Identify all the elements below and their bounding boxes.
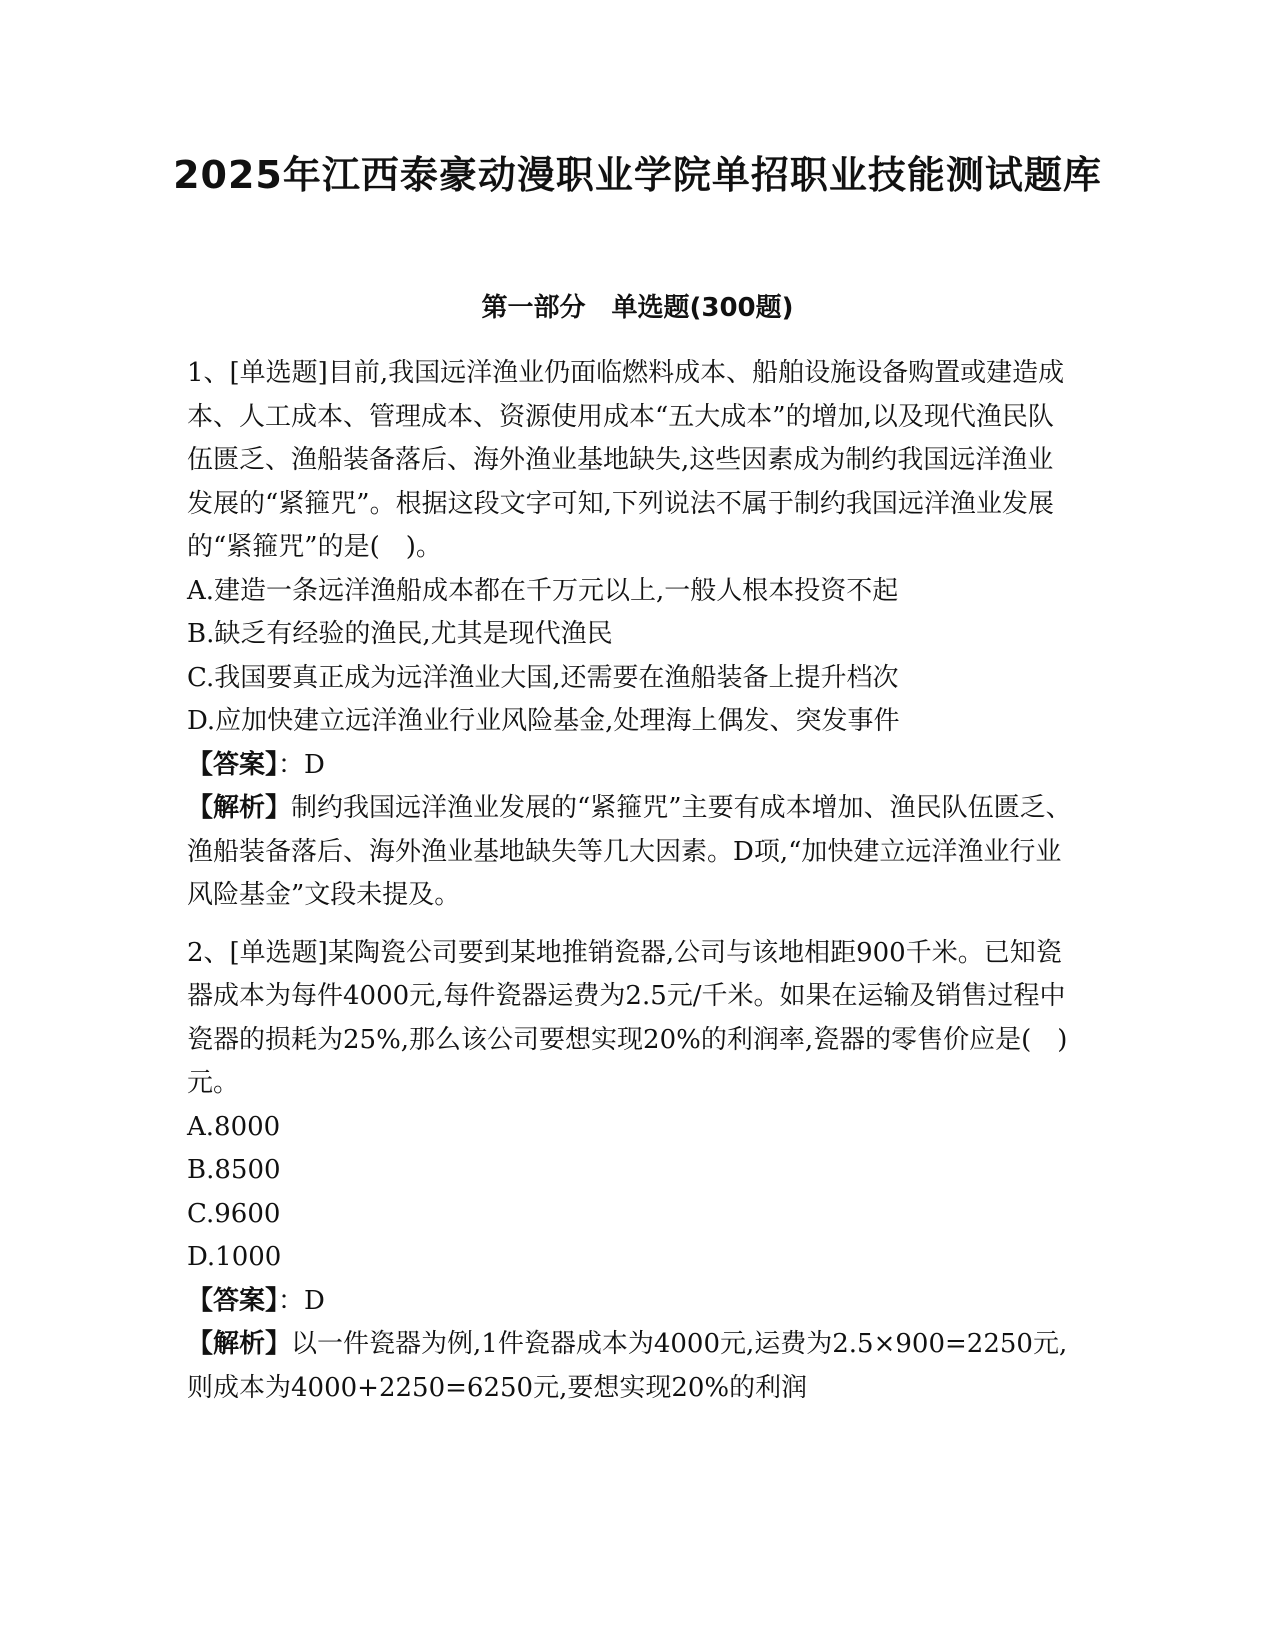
- explanation-label: 【解析】: [187, 1329, 292, 1359]
- option-b: B.8500: [187, 1155, 281, 1185]
- question-1: [187, 352, 1077, 918]
- option-d: D.1000: [187, 1242, 282, 1272]
- answer-label: 【答案】: [187, 749, 279, 780]
- answer-label: 【答案】: [187, 1285, 279, 1316]
- explanation: [187, 787, 1077, 918]
- answer-line: [187, 1280, 1077, 1324]
- option-a: A.8000: [187, 1111, 281, 1142]
- explanation-text: 以一件瓷器为例,1件瓷器成本为4000元,运费为2.5×900=2250元,则成本为4000+2250=6250元,要想实现20%的利润: [187, 1329, 1068, 1403]
- answer-value: ：D: [278, 749, 325, 780]
- option-c: C.我国要真正成为远洋渔业大国,还需要在渔船装备上提升档次: [187, 662, 899, 693]
- explanation-text: 制约我国远洋渔业发展的“紧箍咒”主要有成本增加、渔民队伍匮乏、渔船装备落后、海外渔业基地缺失等几大因素。D项,“加快建立远洋渔业行业风险基金”文段未提及。: [187, 793, 1072, 910]
- question-stem: 2、[单选题]某陶瓷公司要到某地推销瓷器,公司与该地相距900千米。已知瓷器成本为每件4000元,每件瓷器运费为2.5元/千米。如果在运输及销售过程中瓷器的损耗为25%,那么该公司要想实现20%的利润率,瓷器的零售价应是( )元。: [187, 937, 1068, 1098]
- question-2: [187, 932, 1077, 1411]
- explanation-label: 【解析】: [187, 793, 292, 823]
- option-a: A.建造一条远洋渔船成本都在千万元以上,一般人根本投资不起: [187, 575, 899, 606]
- option-b: B.缺乏有经验的渔民,尤其是现代渔民: [187, 619, 613, 649]
- section-heading: 第一部分 单选题(300题): [481, 293, 794, 323]
- option-c: C.9600: [187, 1198, 281, 1229]
- question-stem: 1、[单选题]目前,我国远洋渔业仍面临燃料成本、船舶设施设备购置或建造成本、人工成本、管理成本、资源使用成本“五大成本”的增加,以及现代渔民队伍匮乏、渔船装备落后、海外渔业基地缺失,这些因素成为制约我国远洋渔业发展的“紧箍咒”。根据这段文字可知,下列说法不属于制约我国远洋渔业发展的“紧箍咒”的是( )。: [187, 358, 1065, 562]
- document-title: 2025年江西泰豪动漫职业学院单招职业技能测试题库: [173, 153, 1102, 197]
- answer-line: [187, 744, 1077, 788]
- explanation: [187, 1323, 1077, 1410]
- answer-value: ：D: [278, 1285, 325, 1316]
- question-list: [187, 352, 1077, 1410]
- option-d: D.应加快建立远洋渔业行业风险基金,处理海上偶发、突发事件: [187, 706, 900, 736]
